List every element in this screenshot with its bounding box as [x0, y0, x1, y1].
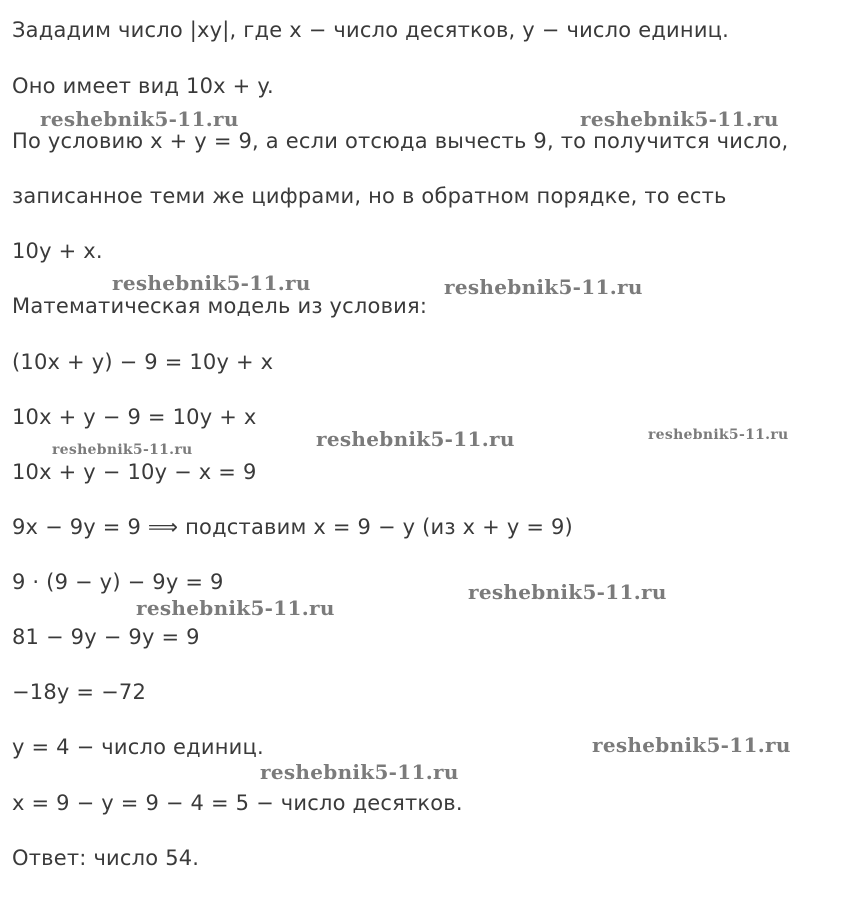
watermark: reshebnik5-11.ru	[112, 271, 311, 295]
watermark: reshebnik5-11.ru	[468, 580, 667, 604]
watermark: reshebnik5-11.ru	[648, 427, 789, 443]
equation-line: 10x + y − 9 = 10y + x	[12, 405, 257, 429]
answer-line: Ответ: число 54.	[12, 846, 200, 870]
text-line-condition2: записанное теми же цифрами, но в обратном порядке, то есть	[12, 184, 727, 208]
text-line-intro: Зададим число |xy|, где x − число десятков, y − число единиц.	[12, 18, 730, 42]
text-line-units: y = 4 − число единиц.	[12, 735, 264, 759]
equation-line: 9 · (9 − y) − 9y = 9	[12, 570, 224, 594]
watermark: reshebnik5-11.ru	[444, 275, 643, 299]
text-line-condition: По условию x + y = 9, а если отсюда вычесть 9, то получится число,	[12, 129, 789, 153]
watermark: reshebnik5-11.ru	[52, 442, 193, 458]
text-line-model: Математическая модель из условия:	[12, 294, 428, 318]
watermark: reshebnik5-11.ru	[260, 760, 459, 784]
watermark: reshebnik5-11.ru	[316, 427, 515, 451]
text-line-tens: x = 9 − y = 9 − 4 = 5 − число десятков.	[12, 791, 463, 815]
equation-line: 81 − 9y − 9y = 9	[12, 625, 200, 649]
text-line-reverse: 10y + x.	[12, 239, 103, 263]
watermark: reshebnik5-11.ru	[592, 733, 791, 757]
watermark: reshebnik5-11.ru	[40, 107, 239, 131]
watermark: reshebnik5-11.ru	[136, 596, 335, 620]
equation-line: 9x − 9y = 9 ⟹ подставим x = 9 − y (из x + y = 9)	[12, 515, 573, 539]
equation-line: (10x + y) − 9 = 10y + x	[12, 350, 274, 374]
watermark: reshebnik5-11.ru	[580, 107, 779, 131]
equation-line: 10x + y − 10y − x = 9	[12, 460, 257, 484]
equation-line: −18y = −72	[12, 680, 147, 704]
text-line-form: Оно имеет вид 10x + y.	[12, 74, 274, 98]
